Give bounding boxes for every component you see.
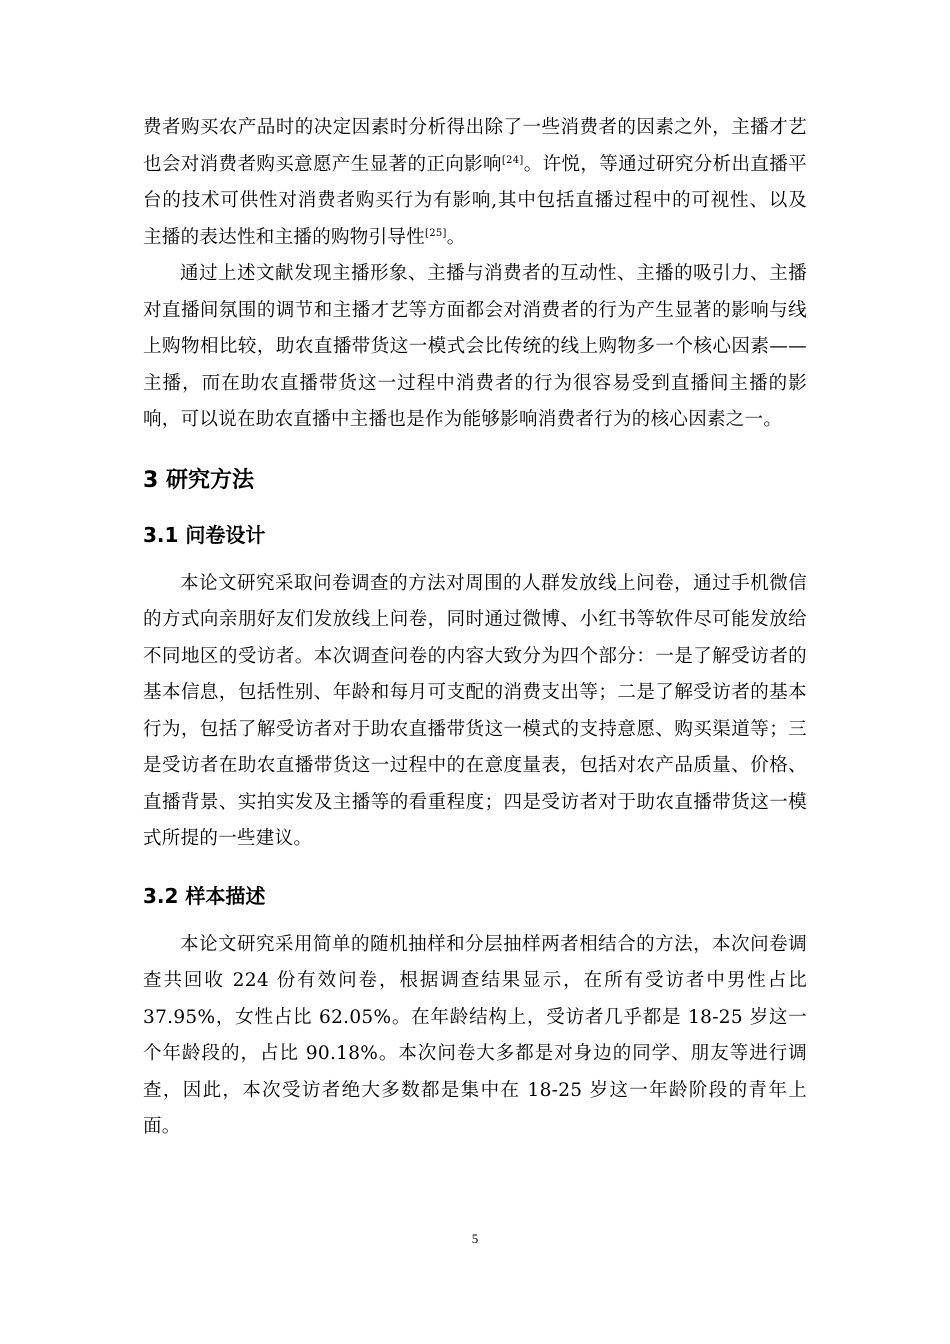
section-heading-research-methods: 3 研究方法 (143, 467, 254, 493)
citation-ref: [24] (501, 154, 524, 166)
paragraph-text: 。 (446, 226, 466, 248)
page-number: 5 (471, 1231, 479, 1246)
paragraph-literature-summary: 通过上述文献发现主播形象、主播与消费者的互动性、主播的吸引力、主播对直播间氛围的调节和主播才艺等方面都会对消费者的行为产生显著的影响与线上购物相比较，助农直播带货这一模式会比传统的线上购物多一个核心因素——主播，而在助农直播带货这一过程中消费者的行为很容易受到直播间主播的影响，可以说在助农直播中主播也是作为能够影响消费者行为的核心因素之一。 (143, 263, 807, 430)
subsection-heading-questionnaire-design: 3.1 问卷设计 (143, 522, 266, 547)
citation-ref: [25] (425, 227, 447, 239)
page-content (143, 110, 807, 1146)
paragraph-text: 费者购买农产品时的决定因素时分析得出除了一些消费者的因素之外，主播才艺也会对消费者购买意愿产生显著的正向影响 (143, 117, 807, 175)
paragraph-continued (143, 110, 807, 256)
subsection-heading-sample-description: 3.2 样本描述 (143, 883, 266, 908)
paragraph-sample-description: 本论文研究采用简单的随机抽样和分层抽样两者相结合的方法，本次问卷调查共回收 224 份有效问卷，根据调查结果显示，在所有受访者中男性占比 37.95%，女性占比 62.05%。在年龄结构上，受访者几乎都是 18-25 岁这一个年龄段的，占比 90.18%。本次问卷大多都是对身边的同学、朋友等进行调查，因此，本次受访者绝大多数都是集中在 18-25 岁这一年龄阶段的青年上面。 (143, 933, 807, 1137)
paragraph-questionnaire-design: 本论文研究采取问卷调查的方法对周围的人群发放线上问卷，通过手机微信的方式向亲朋好友们发放线上问卷，同时通过微博、小红书等软件尽可能发放给不同地区的受访者。本次调查问卷的内容大致分为四个部分：一是了解受访者的基本信息，包括性别、年龄和每月可支配的消费支出等；二是了解受访者的基本行为，包括了解受访者对于助农直播带货这一模式的支持意愿、购买渠道等；三是受访者在助农直播带货这一过程中的在意度量表，包括对农产品质量、价格、直播背景、实拍实发及主播等的看重程度；四是受访者对于助农直播带货这一模式所提的一些建议。 (143, 572, 807, 849)
paragraph-text: 。许悦，等通过研究分析出直播平台的技术可供性对消费者购买行为有影响,其中包括直播过程中的可视性、以及主播的表达性和主播的购物引导性 (143, 153, 807, 248)
